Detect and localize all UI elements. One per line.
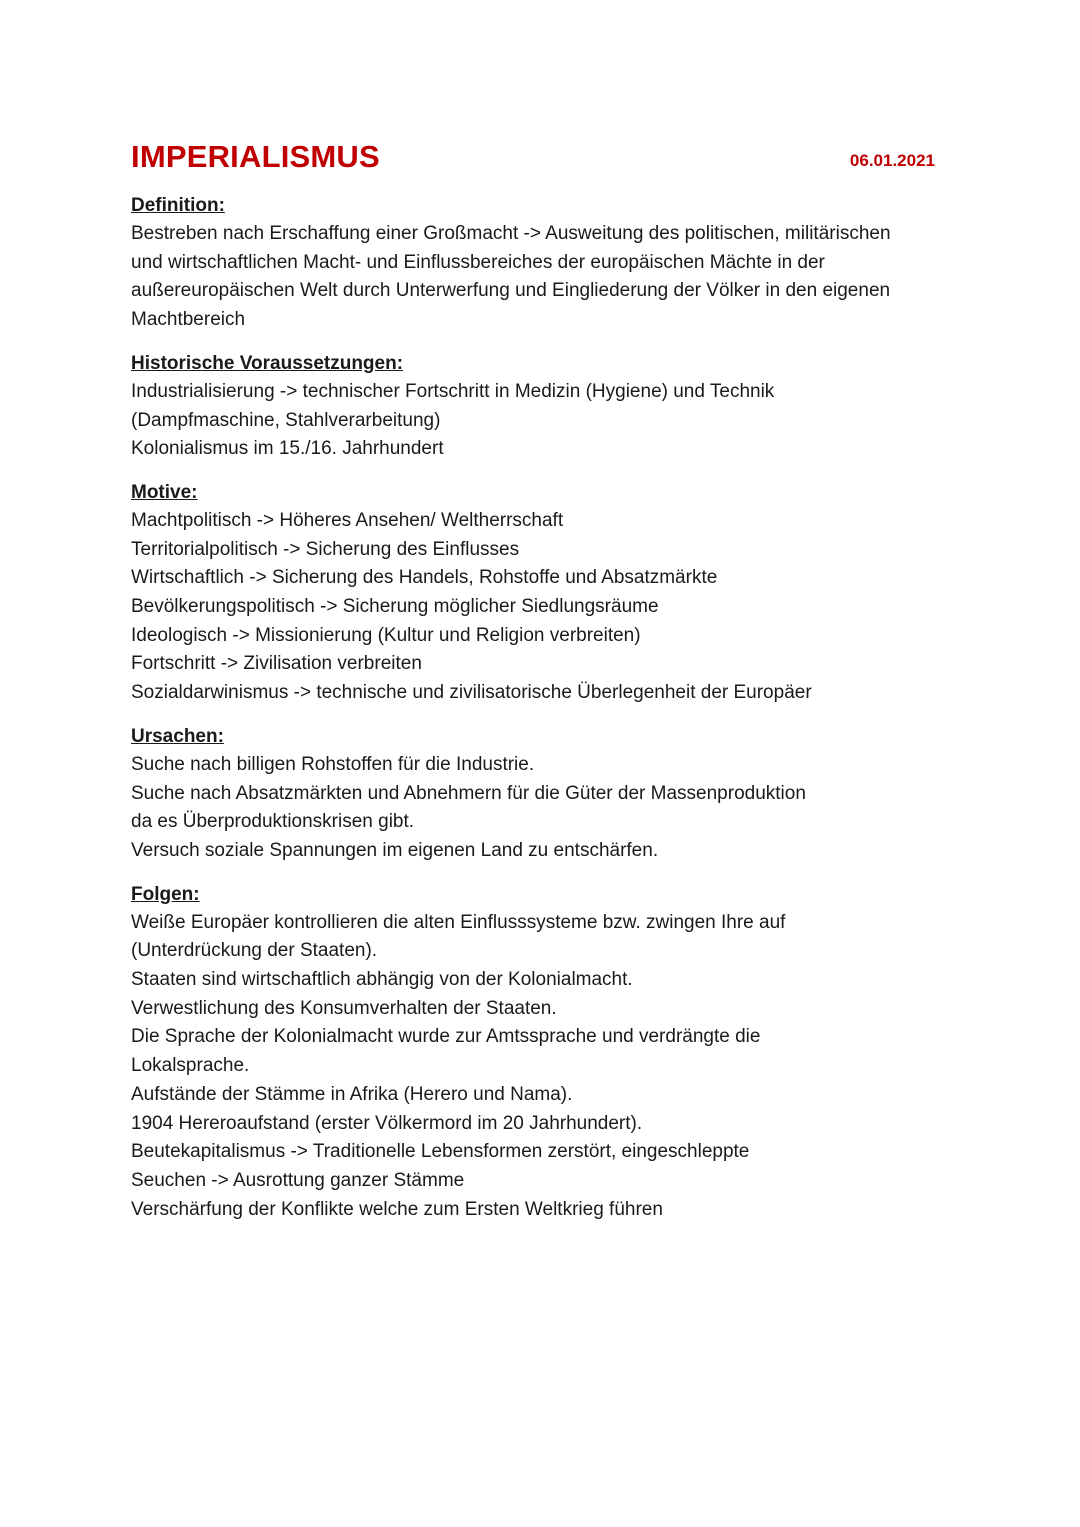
text-line: Wirtschaftlich -> Sicherung des Handels, Rohstoffe und Absatzmärkte [131, 567, 718, 589]
text-line: Staaten sind wirtschaftlich abhängig von der Kolonialmacht. [131, 969, 633, 991]
text-line: Machtbereich [131, 309, 246, 331]
text-line: und wirtschaftlichen Macht- und Einflussbereiches der europäischen Mächte in der [131, 251, 825, 273]
section [131, 880, 935, 1225]
text-line: Suche nach billigen Rohstoffen für die Industrie. [131, 753, 535, 775]
text-line: Seuchen -> Ausrottung ganzer Stämme [131, 1169, 465, 1191]
text-line: außereuropäischen Welt durch Unterwerfung und Eingliederung der Völker in den eigenen [131, 280, 891, 302]
text-line: Industrialisierung -> technischer Fortschritt in Medizin (Hygiene) und Technik [131, 380, 775, 402]
section-heading: Folgen: [131, 883, 200, 905]
text-line: 1904 Hereroaufstand (erster Völkermord im 20 Jahrhundert). [131, 1112, 643, 1134]
section [131, 478, 935, 708]
section [131, 722, 935, 866]
text-line: Die Sprache der Kolonialmacht wurde zur Amtssprache und verdrängte die [131, 1026, 761, 1048]
text-line: Territorialpolitisch -> Sicherung des Einflusses [131, 538, 520, 560]
sections-container [131, 191, 935, 1224]
text-line: Machtpolitisch -> Höheres Ansehen/ Weltherrschaft [131, 509, 564, 531]
text-line: Lokalsprache. [131, 1055, 250, 1077]
text-line: Bevölkerungspolitisch -> Sicherung möglicher Siedlungsräume [131, 596, 659, 618]
document-header [131, 135, 935, 175]
text-line: Sozialdarwinismus -> technische und zivilisatorische Überlegenheit der Europäer [131, 682, 812, 704]
document-title: IMPERIALISMUS [131, 139, 380, 174]
text-line: Aufstände der Stämme in Afrika (Herero und Nama). [131, 1083, 573, 1105]
section-body [131, 220, 935, 335]
section-heading: Definition: [131, 195, 225, 216]
text-line: Verwestlichung des Konsumverhalten der Staaten. [131, 997, 557, 1019]
text-line: Weiße Europäer kontrollieren die alten Einflusssysteme bzw. zwingen Ihre auf [131, 911, 786, 933]
text-line: (Dampfmaschine, Stahlverarbeitung) [131, 409, 441, 431]
text-line: Ideologisch -> Missionierung (Kultur und Religion verbreiten) [131, 624, 641, 646]
text-line: Suche nach Absatzmärkten und Abnehmern für die Güter der Massenproduktion [131, 782, 806, 804]
section-heading: Ursachen: [131, 725, 224, 747]
text-line: Bestreben nach Erschaffung einer Großmacht -> Ausweitung des politischen, militärischen [131, 223, 891, 244]
text-line: Kolonialismus im 15./16. Jahrhundert [131, 438, 444, 460]
text-line: Beutekapitalismus -> Traditionelle Lebensformen zerstört, eingeschleppte [131, 1141, 750, 1163]
document-page [131, 135, 935, 1238]
section [131, 349, 935, 464]
text-line: da es Überproduktionskrisen gibt. [131, 811, 415, 833]
section-heading: Motive: [131, 481, 198, 503]
text-line: Verschärfung der Konflikte welche zum Ersten Weltkrieg führen [131, 1198, 663, 1220]
text-line: (Unterdrückung der Staaten). [131, 940, 378, 962]
section-body [131, 507, 935, 708]
text-line: Fortschritt -> Zivilisation verbreiten [131, 653, 422, 675]
document-date: 06.01.2021 [849, 151, 935, 170]
section-body [131, 751, 935, 866]
text-line: Versuch soziale Spannungen im eigenen Land zu entschärfen. [131, 839, 659, 861]
section-body [131, 378, 935, 464]
section [131, 191, 935, 335]
section-body [131, 909, 935, 1225]
section-heading: Historische Voraussetzungen: [131, 352, 404, 374]
